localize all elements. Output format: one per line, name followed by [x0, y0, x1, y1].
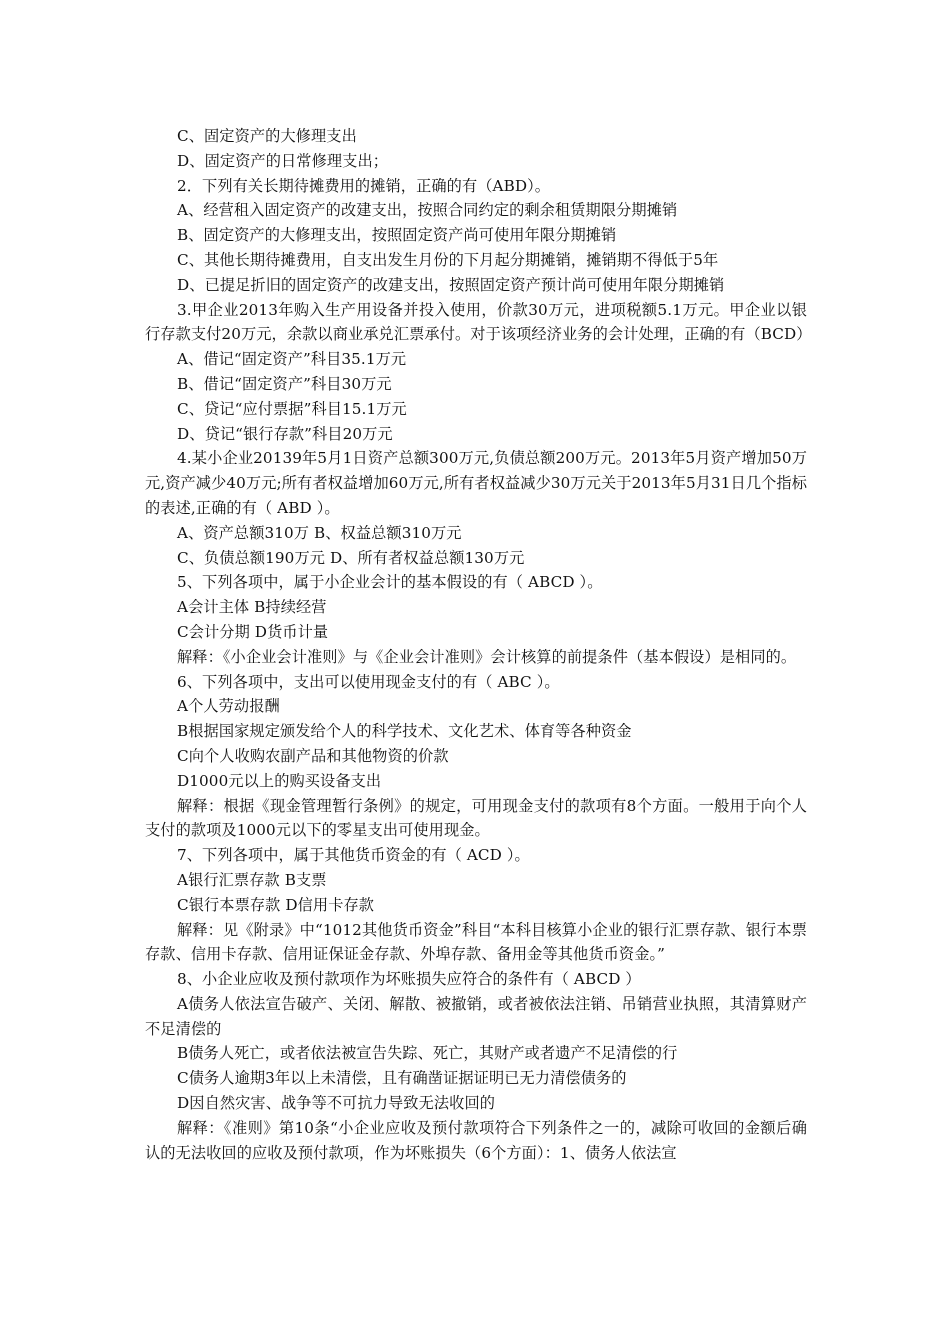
paragraph: A银行汇票存款 B支票: [177, 870, 327, 889]
paragraph: A债务人依法宣告破产、关闭、解散、被撤销，或者被依法注销、吊销营业执照，其清算财产不足清偿的: [145, 994, 807, 1038]
paragraph: C、固定资产的大修理支出: [177, 127, 357, 145]
paragraph: D因自然灾害、战争等不可抗力导致无法收回的: [177, 1094, 496, 1113]
paragraph: C银行本票存款 D信用卡存款: [177, 895, 375, 914]
paragraph: D、贷记“银行存款”科目20万元: [177, 424, 393, 443]
paragraph: A个人劳动报酬: [177, 697, 280, 716]
paragraph: C会计分期 D货币计量: [177, 622, 329, 641]
paragraph: A、资产总额310万 B、权益总额310万元: [177, 523, 462, 542]
explanation-paragraph: 解释：见《附录》中“1012其他货币资金”科目“本科目核算小企业的银行汇票存款、银行本票存款、信用卡存款、信用证保证金存款、外埠存款、备用金等其他货币资金。”: [145, 920, 807, 964]
question-paragraph: 7、下列各项中，属于其他货币资金的有（ ACD ）。: [177, 846, 530, 865]
paragraph: D1000元以上的购买设备支出: [177, 771, 382, 790]
paragraph: B根据国家规定颁发给个人的科学技术、文化艺术、体育等各种资金: [177, 722, 632, 741]
paragraph: A、借记“固定资产”科目35.1万元: [177, 350, 407, 369]
paragraph: A会计主体 B持续经营: [177, 598, 327, 617]
explanation-paragraph: 解释：根据《现金管理暂行条例》的规定，可用现金支付的款项有8个方面。一般用于向个人支付的款项及1000元以下的零星支出可使用现金。: [145, 796, 807, 840]
paragraph: C、负债总额190万元 D、所有者权益总额130万元: [177, 548, 525, 567]
question-paragraph: 5、下列各项中，属于小企业会计的基本假设的有（ ABCD ）。: [177, 573, 603, 592]
paragraph: D、已提足折旧的固定资产的改建支出，按照固定资产预计尚可使用年限分期摊销: [177, 275, 725, 294]
paragraph: A、经营租入固定资产的改建支出，按照合同约定的剩余租赁期限分期摊销: [177, 201, 678, 220]
explanation-paragraph: 解释：《小企业会计准则》与《企业会计准则》会计核算的前提条件（基本假设）是相同的。: [177, 647, 797, 666]
question-paragraph: 4.某小企业20139年5月1日资产总额300万元,负债总额200万元。2013年5月资产增加50万元,资产减少40万元;所有者权益增加60万元,所有者权益减少30万元关于2013年5月31日几个指标的表述,正确的有（ ABD ）。: [145, 449, 807, 517]
paragraph: B、借记“固定资产”科目30万元: [177, 374, 392, 393]
paragraph: C向个人收购农副产品和其他物资的价款: [177, 746, 449, 765]
paragraph: C、贷记“应付票据”科目15.1万元: [177, 399, 407, 418]
paragraph: D、固定资产的日常修理支出；: [177, 151, 389, 170]
question-paragraph: 6、下列各项中，支出可以使用现金支付的有（ ABC ）。: [177, 672, 560, 691]
question-paragraph: 2．下列有关长期待摊费用的摊销，正确的有（ABD）。: [177, 176, 551, 195]
paragraph: C、其他长期待摊费用，自支出发生月份的下月起分期摊销，摊销期不得低于5年: [177, 250, 719, 269]
document-body: [145, 124, 812, 1165]
explanation-paragraph: 解释：《准则》第10条“小企业应收及预付款项符合下列条件之一的，减除可收回的金额后确认的无法收回的应收及预付款项，作为坏账损失（6个方面）：1、债务人依法宣: [145, 1118, 807, 1162]
paragraph: B债务人死亡，或者依法被宣告失踪、死亡，其财产或者遗产不足清偿的行: [177, 1044, 678, 1063]
question-paragraph: 3.甲企业2013年购入生产用设备并投入使用，价款30万元，进项税额5.1万元。甲企业以银行存款支付20万元，余款以商业承兑汇票承付。对于该项经济业务的会计处理，正确的有（BCD）: [145, 300, 812, 344]
paragraph: C债务人逾期3年以上未清偿，且有确凿证据证明已无力清偿债务的: [177, 1069, 627, 1088]
paragraph: B、固定资产的大修理支出，按照固定资产尚可使用年限分期摊销: [177, 226, 617, 245]
question-paragraph: 8、小企业应收及预付款项作为坏账损失应符合的条件有（ ABCD ）: [177, 970, 641, 989]
